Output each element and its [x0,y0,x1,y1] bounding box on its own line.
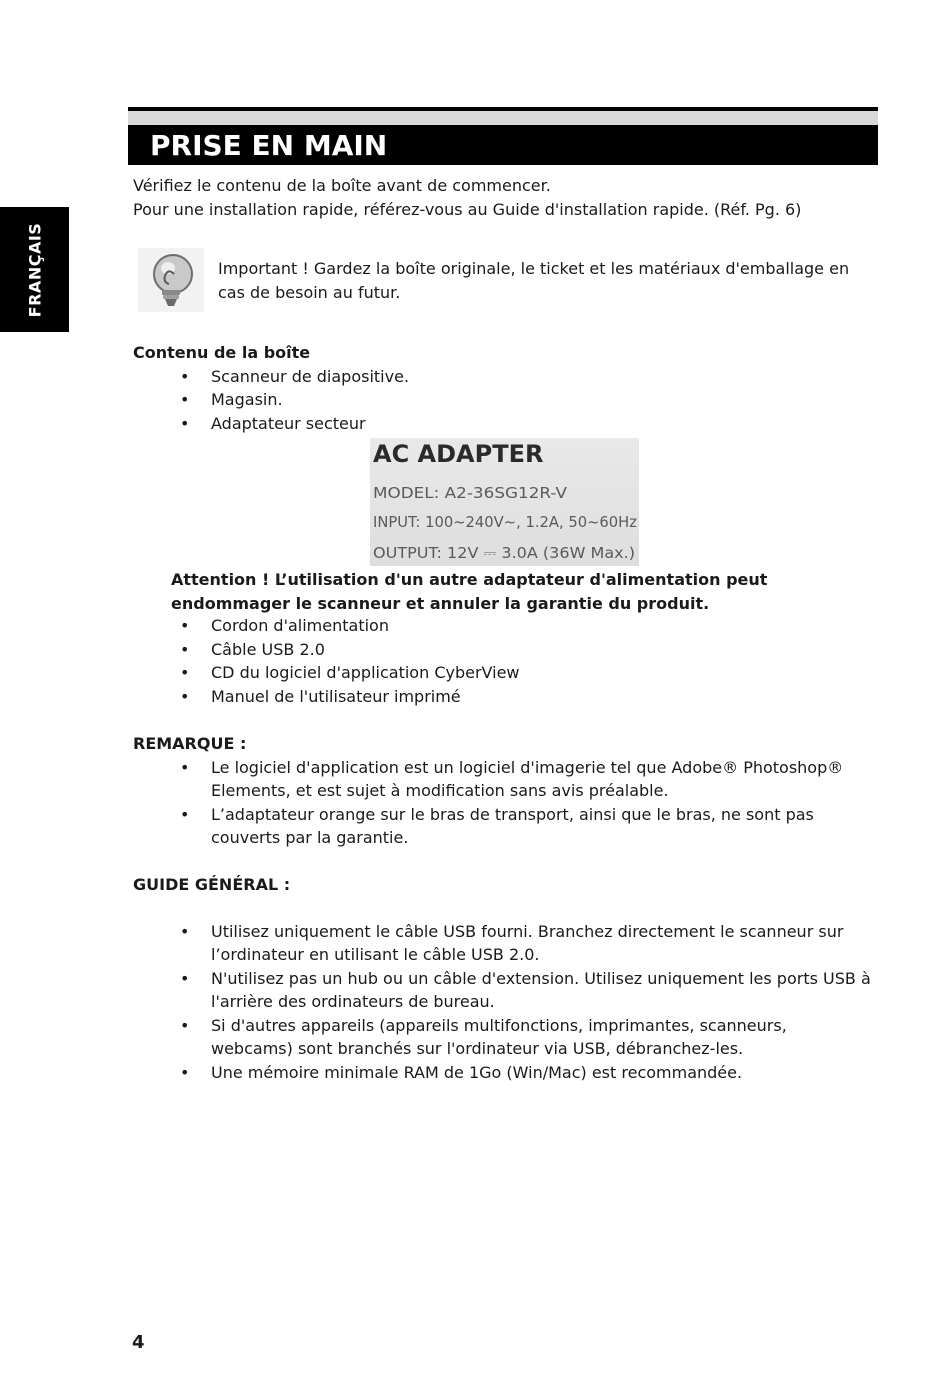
list-item: • Câble USB 2.0 [133,638,873,662]
adapter-label-input: INPUT: 100~240V~, 1.2A, 50~60Hz [373,513,638,531]
list-item: • Si d'autres appareils (appareils multifonctions, imprimantes, scanneurs, webcams) sont branchés sur l'ordinateur via USB, débranchez-les. [133,1014,873,1061]
remarque-list [133,756,873,850]
guide-section [133,873,873,1084]
list-item: • Scanneur de diapositive. [133,365,873,389]
list-item: • Cordon d'alimentation [133,614,873,638]
box-contents-list-b [133,614,873,708]
intro [133,174,873,221]
language-tab-label: FRANÇAIS [24,222,44,317]
title-rule-grey [128,111,878,125]
adapter-warning: Attention ! L’utilisation d'un autre adaptateur d'alimentation peut endommager le scanneur et annuler la garantie du produit. [171,570,768,613]
adapter-label-model: MODEL: A2-36SG12R-V [373,484,568,502]
adapter-label-output: OUTPUT: 12V ⎓ 3.0A (36W Max.) [373,544,635,562]
guide-heading: GUIDE GÉNÉRAL : [133,875,291,894]
section-title-bar [128,125,878,165]
list-item: • Magasin. [133,388,873,412]
box-contents-list-a [133,365,873,436]
intro-line-1: Vérifiez le contenu de la boîte avant de commencer. [133,176,551,195]
box-contents-list-b-wrap [133,614,873,708]
adapter-label-image [370,438,639,566]
notice-text: Important ! Gardez la boîte originale, le ticket et les matériaux d'emballage en cas de besoin au futur. [218,259,850,302]
remarque-section [133,732,873,850]
page-number: 4 [132,1332,145,1353]
box-contents-heading: Contenu de la boîte [133,343,311,362]
adapter-label-title: AC ADAPTER [373,440,544,468]
remarque-heading: REMARQUE : [133,734,247,753]
box-contents-section [133,341,873,435]
list-item: • CD du logiciel d'application CyberView [133,661,873,685]
list-item: • Manuel de l'utilisateur imprimé [133,685,873,709]
list-item: • L’adaptateur orange sur le bras de transport, ainsi que le bras, ne sont pas couverts par la garantie. [133,803,873,850]
page-title: PRISE EN MAIN [150,129,388,162]
lightbulb-icon [138,248,204,312]
list-item: • Adaptateur secteur [133,412,873,436]
guide-list [133,920,873,1085]
intro-line-2: Pour une installation rapide, référez-vous au Guide d'installation rapide. (Réf. Pg. 6) [133,199,802,219]
list-item: • Le logiciel d'application est un logiciel d'imagerie tel que Adobe® Photoshop® Elements, et est sujet à modification sans avis préalable. [133,756,873,803]
language-tab [0,207,69,332]
list-item: • N'utilisez pas un hub ou un câble d'extension. Utilisez uniquement les ports USB à l'arrière des ordinateurs de bureau. [133,967,873,1014]
list-item: • Utilisez uniquement le câble USB fourni. Branchez directement le scanneur sur l’ordinateur en utilisant le câble USB 2.0. [133,920,873,967]
list-item: • Une mémoire minimale RAM de 1Go (Win/Mac) est recommandée. [133,1061,873,1085]
